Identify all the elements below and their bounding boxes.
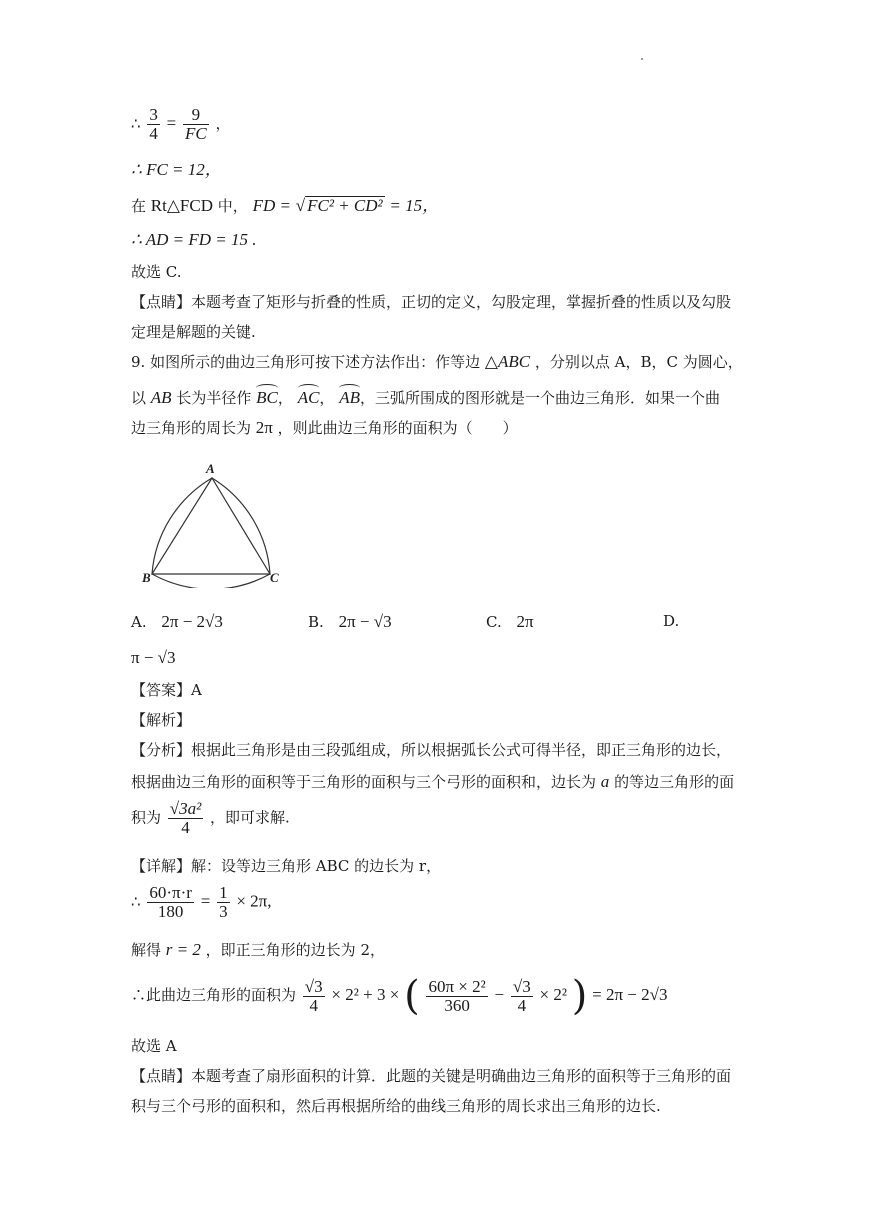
detail-line-3 xyxy=(131,940,385,960)
option-d-value: π − √3 xyxy=(131,648,176,667)
text: 9. 如图所示的曲边三角形可按下述方法作出：作等边 xyxy=(131,353,481,371)
text: ，三弧所围成的图形就是一个曲边三角形．如果一个曲 xyxy=(360,389,721,407)
option-value: 2π − √3 xyxy=(338,612,392,631)
sqrt3-over-4-inner xyxy=(511,978,533,1015)
vertex-c-label: C xyxy=(270,570,279,585)
text: 边三角形的周长为 xyxy=(131,419,252,437)
text: 在 xyxy=(131,197,147,215)
comma: ， xyxy=(277,389,293,407)
option-label: D. xyxy=(663,612,680,630)
vertex-a-label: A xyxy=(206,461,215,476)
line-pythagoras: 在 Rt△FCD 中， FD = √ FC² + CD² = 15， xyxy=(131,196,440,215)
operator: − xyxy=(494,985,505,1004)
q9-line-3 xyxy=(131,418,518,438)
therefore-symbol: ∴ xyxy=(131,892,141,911)
detail-line-4 xyxy=(131,973,668,1019)
curved-arcs xyxy=(152,478,270,588)
text: 的等边三角形的面 xyxy=(614,773,735,791)
text: 积为 xyxy=(131,808,162,827)
numerator: √3a² xyxy=(169,799,202,818)
comma: ， xyxy=(215,114,231,133)
summary-line-1: 【点睛】本题考查了扇形面积的计算．此题的关键是明确曲边三角形的面积等于三角形的面 xyxy=(131,1067,732,1085)
radius-value: r = 2 xyxy=(165,940,201,959)
analysis-heading: 【解析】 xyxy=(131,711,192,729)
text: 长为半径作 xyxy=(176,389,252,407)
analysis-line-1: 【分析】根据此三角形是由三段弧组成，所以根据弧长公式可得半径，即正三角形的边长， xyxy=(131,741,732,759)
detail-line-2 xyxy=(131,884,272,921)
q9-line-1 xyxy=(131,352,743,372)
operator: × 2² xyxy=(539,985,567,1004)
denominator: 4 xyxy=(517,995,527,1015)
option-label: B. xyxy=(308,613,324,631)
equation-lhs: FD = xyxy=(252,196,291,215)
line-fc: ∴ FC = 12， xyxy=(131,160,222,179)
analysis-line-2 xyxy=(131,772,734,792)
detail-line-1: 【详解】解：设等边三角形 ABC 的边长为 r， xyxy=(131,857,442,875)
text: 以 xyxy=(131,389,147,407)
right-paren: ) xyxy=(571,973,588,1019)
equals: = xyxy=(166,113,177,133)
vertex-b-label: B xyxy=(142,570,151,585)
numerator: 9 xyxy=(183,106,209,125)
option-b[interactable] xyxy=(308,612,392,632)
result: = 2π − 2√3 xyxy=(592,985,668,1004)
option-value: 2π xyxy=(516,612,534,631)
option-d[interactable] xyxy=(663,612,679,630)
segment-ab: AB xyxy=(150,388,172,407)
option-c[interactable] xyxy=(486,612,534,632)
summary-line-2: 积与三个弓形的面积和，然后再根据所给的曲线三角形的周长求出三角形的边长. xyxy=(131,1097,661,1115)
header-dot xyxy=(641,58,643,60)
equilateral-triangle xyxy=(152,478,270,574)
comment-line-1: 【点睛】本题考查了矩形与折叠的性质，正切的定义，勾股定理，掌握折叠的性质以及勾股 xyxy=(131,293,732,311)
variable-a: a xyxy=(600,772,610,791)
line-ratio xyxy=(131,106,231,143)
equals: = xyxy=(200,891,211,911)
option-label: A. xyxy=(131,613,147,631)
triangle-label: Rt△FCD xyxy=(150,196,214,215)
sqrt3-over-4 xyxy=(303,978,325,1015)
denominator: 180 xyxy=(157,902,184,921)
fraction-9-fc xyxy=(183,106,209,143)
text: 解得 xyxy=(131,941,162,959)
text: ，即可求解. xyxy=(210,808,290,827)
numerator: √3 xyxy=(304,976,323,996)
perimeter-value: 2π xyxy=(255,418,273,437)
numerator: √3 xyxy=(512,976,531,996)
text: 中， xyxy=(217,197,248,215)
option-value: 2π − 2√3 xyxy=(161,612,223,631)
analysis-line-3 xyxy=(131,800,290,837)
denominator: FC xyxy=(184,124,207,143)
arc-ab: AB xyxy=(339,384,360,408)
arc-length-fraction xyxy=(147,884,194,921)
numerator: 60·π·r xyxy=(149,883,192,902)
denominator: 4 xyxy=(181,818,190,837)
reuleaux-triangle-figure xyxy=(140,458,285,588)
text: ∴此曲边三角形的面积为 xyxy=(131,986,297,1004)
denominator: 4 xyxy=(149,124,158,143)
denominator: 4 xyxy=(309,995,318,1015)
arc-ac: AC xyxy=(298,384,320,408)
arc-bc: BC xyxy=(256,384,278,408)
line-answer-c: 故选 C. xyxy=(131,263,182,281)
numerator: 1 xyxy=(219,883,228,902)
answer-line: 【答案】A xyxy=(131,681,202,699)
one-third-fraction xyxy=(217,884,230,921)
denominator: 3 xyxy=(219,902,228,921)
triangle-abc: △ABC xyxy=(484,352,531,371)
text: ，即正三角形的边长为 2， xyxy=(205,941,385,959)
comment-line-2: 定理是解题的关键. xyxy=(131,323,256,341)
equation-rhs: = 15， xyxy=(389,196,440,215)
denominator: 360 xyxy=(444,995,470,1015)
option-a[interactable] xyxy=(131,612,223,632)
option-label: C. xyxy=(486,613,502,631)
comma: ， xyxy=(319,389,335,407)
area-fraction xyxy=(168,800,203,837)
numerator: 3 xyxy=(149,105,158,124)
equation-tail: × 2π, xyxy=(236,891,272,911)
sector-fraction xyxy=(426,978,487,1015)
text: ，分别以点 A，B，C 为圆心， xyxy=(534,353,743,371)
line-ad: ∴ AD = FD = 15 . xyxy=(131,230,257,249)
left-paren: ( xyxy=(404,973,420,1019)
fraction-3-4 xyxy=(147,106,160,143)
text: ，则此曲边三角形的面积为（ ） xyxy=(277,419,518,437)
q9-line-2 xyxy=(131,384,720,408)
operator: × 2² + 3 × xyxy=(331,985,400,1004)
radicand: FC² + CD² xyxy=(307,196,383,215)
therefore-symbol: ∴ xyxy=(131,114,141,133)
detail-answer: 故选 A xyxy=(131,1037,177,1055)
text: 根据曲边三角形的面积等于三角形的面积与三个弓形的面积和，边长为 xyxy=(131,773,597,791)
numerator: 60π × 2² xyxy=(428,976,486,996)
